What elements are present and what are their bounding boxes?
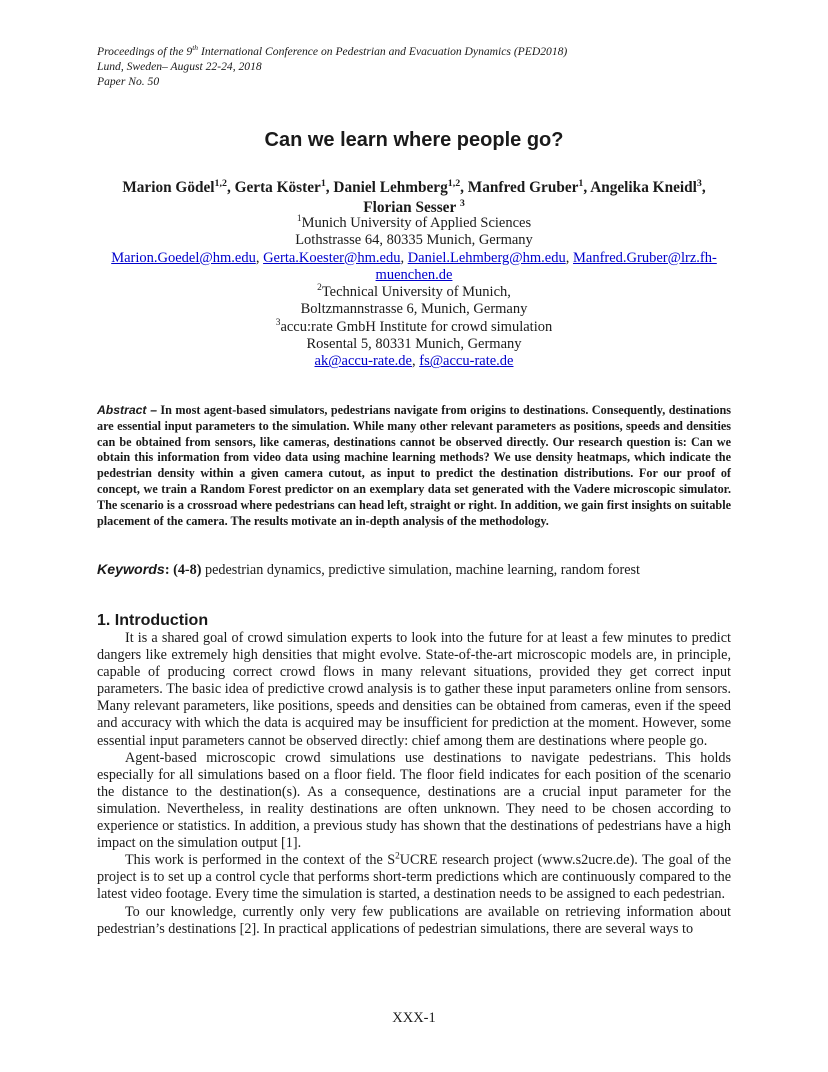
affiliation-1-name <box>97 215 731 232</box>
email-separator: , <box>411 353 420 370</box>
author-5: , Angelika Kneidl <box>583 179 697 196</box>
author-3-affil: 1,2 <box>447 177 461 189</box>
keywords-colon: : <box>164 562 170 578</box>
email-link-fs[interactable]: fs@accu-rate.de <box>419 353 514 370</box>
header-line-1-post: International Conference on Pedestrian and Evacuation Dynamics (PED2018) <box>198 45 568 58</box>
page-number: XXX-1 <box>392 1010 436 1026</box>
affiliation-3-address: Rosental 5, 80331 Munich, Germany <box>306 336 522 353</box>
affiliation-2-address: Boltzmannstrasse 6, Munich, Germany <box>300 301 528 318</box>
abstract-label: Abstract – <box>97 403 157 417</box>
affiliation-3-text: accu:rate GmbH Institute for crowd simulation <box>280 318 553 335</box>
author-separator: , <box>701 179 706 196</box>
email-link-gruber[interactable]: Manfred.Gruber@lrz.fh-muenchen.de <box>375 249 717 283</box>
email-separator: , <box>400 249 408 266</box>
affiliation-1-marker: 1 <box>296 214 302 225</box>
keywords-count: (4-8) <box>169 562 202 578</box>
keywords-label: Keywords <box>97 562 165 578</box>
email-separator: , <box>565 249 573 266</box>
paragraph-4: To our knowledge, currently only very few publications are available on retrieving information about pedestrian’s destinations [2]. In practical applications of pedestrian simulations, there are several ways to <box>97 903 731 937</box>
affiliation-2-text: Technical University of Munich, <box>321 284 511 301</box>
header-line-1 <box>97 44 567 59</box>
introduction-body <box>97 630 731 938</box>
author-6-affil: 3 <box>459 197 465 209</box>
header-line-3: Paper No. 50 <box>97 75 160 88</box>
paragraph-2: Agent-based microscopic crowd simulations use destinations to navigate pedestrians. This holds especially for all simulations based on a floor field. The floor field indicates for each position of the scenario the distance to the destination(s). As a consequence, destinations are a crucial input parameter for the simulation. Nevertheless, in reality destinations are often unknown. They need to be chosen according to experience or statistics. In addition, a previous study has shown that the destinations of pedestrians have a high impact on the simulation output [1]. <box>97 749 731 852</box>
author-1-affil: 1,2 <box>214 177 227 189</box>
paper-title: Can we learn where people go? <box>264 129 564 151</box>
keywords <box>97 562 731 579</box>
paragraph-1: It is a shared goal of crowd simulation experts to look into the future for at least a few minutes to predict dangers like extremely high densities that might evolve. State-of-the-art microscopic models are, in principle, capable of producing correct crowd flows in many relevant situations, provided they get correct input parameters. The basic idea of predictive crowd analysis is to gather these input parameters online from sensors. Many relevant parameters, like positions, speeds and densities can be obtained from cameras, even if the speed and accuracy with which the data is acquired may be insufficient for prediction at the moment. However, some essential input parameters cannot be observed directly: chief among them are destinations where people go. <box>97 630 731 749</box>
paragraph-3 <box>97 852 731 903</box>
abstract <box>97 403 731 529</box>
affiliation-1-address: Lothstrasse 64, 80335 Munich, Germany <box>295 232 533 249</box>
email-link-lehmberg[interactable]: Daniel.Lehmberg@hm.edu <box>407 249 566 266</box>
abstract-text: In most agent-based simulators, pedestrians navigate from origins to destinations. Consequently, destinations are essential input parameters to the simulation. While many other relevant parameters as positions, speeds and densities can be obtained from sensors, like cameras, destinations cannot be observed directly. Our research question is: Can we obtain this information from video data using machine learning methods? We use density heatmaps, which indicate the pedestrian density within a given camera cutout, as input to predict the destination distributions. For our proof of concept, we train a Random Forest predictor on an exemplary data set generated with the Vadere microscopic simulator. The scenario is a crossroad where pedestrians can head left, straight or right. In addition, we gain first insights on suitable placement of the camera. The results motivate an in-depth analysis of the methodology. <box>97 403 731 528</box>
email-list-2 <box>97 353 731 370</box>
paragraph-3-post: UCRE research project (www.s2ucre.de). The goal of the project is to set up a control cycle that performs short-term predictions which are continuously compared to the latest video footage. Every time the simulation is started, a destination needs to be assigned to each pedestrian. <box>97 852 731 903</box>
paragraph-3-pre: This work is performed in the context of the S <box>125 852 396 869</box>
affiliation-1-text: Munich University of Applied Sciences <box>301 215 532 231</box>
author-4-affil: 1 <box>578 177 584 189</box>
author-5-affil: 3 <box>696 177 702 189</box>
email-list-1 <box>97 250 731 285</box>
affiliation-2-name <box>97 284 731 301</box>
author-1: Marion Gödel <box>122 179 215 196</box>
author-6: Florian Sesser <box>363 199 460 216</box>
email-link-ak[interactable]: ak@accu-rate.de <box>314 353 412 370</box>
author-2: , Gerta Köster <box>226 179 321 196</box>
email-link-koester[interactable]: Gerta.Koester@hm.edu <box>263 249 401 266</box>
author-list <box>97 178 731 218</box>
affiliations <box>97 215 731 371</box>
author-4: , Manfred Gruber <box>460 179 579 196</box>
header-line-1-pre: Proceedings of the 9 <box>97 45 193 58</box>
section-heading-introduction: 1. Introduction <box>97 612 209 629</box>
affiliation-2-marker: 2 <box>317 283 322 294</box>
affiliation-3-name <box>97 319 731 336</box>
affiliation-3-marker: 3 <box>275 317 281 328</box>
header-superscript: th <box>192 43 199 53</box>
proceedings-header <box>97 44 567 89</box>
author-2-affil: 1 <box>320 177 326 189</box>
keywords-text: pedestrian dynamics, predictive simulation, machine learning, random forest <box>201 562 640 578</box>
paragraph-3-superscript: 2 <box>395 850 400 861</box>
header-line-2: Lund, Sweden– August 22-24, 2018 <box>97 60 262 73</box>
email-separator: , <box>255 249 264 266</box>
email-link-goedel[interactable]: Marion.Goedel@hm.edu <box>111 249 256 266</box>
author-3: , Daniel Lehmberg <box>325 179 448 196</box>
